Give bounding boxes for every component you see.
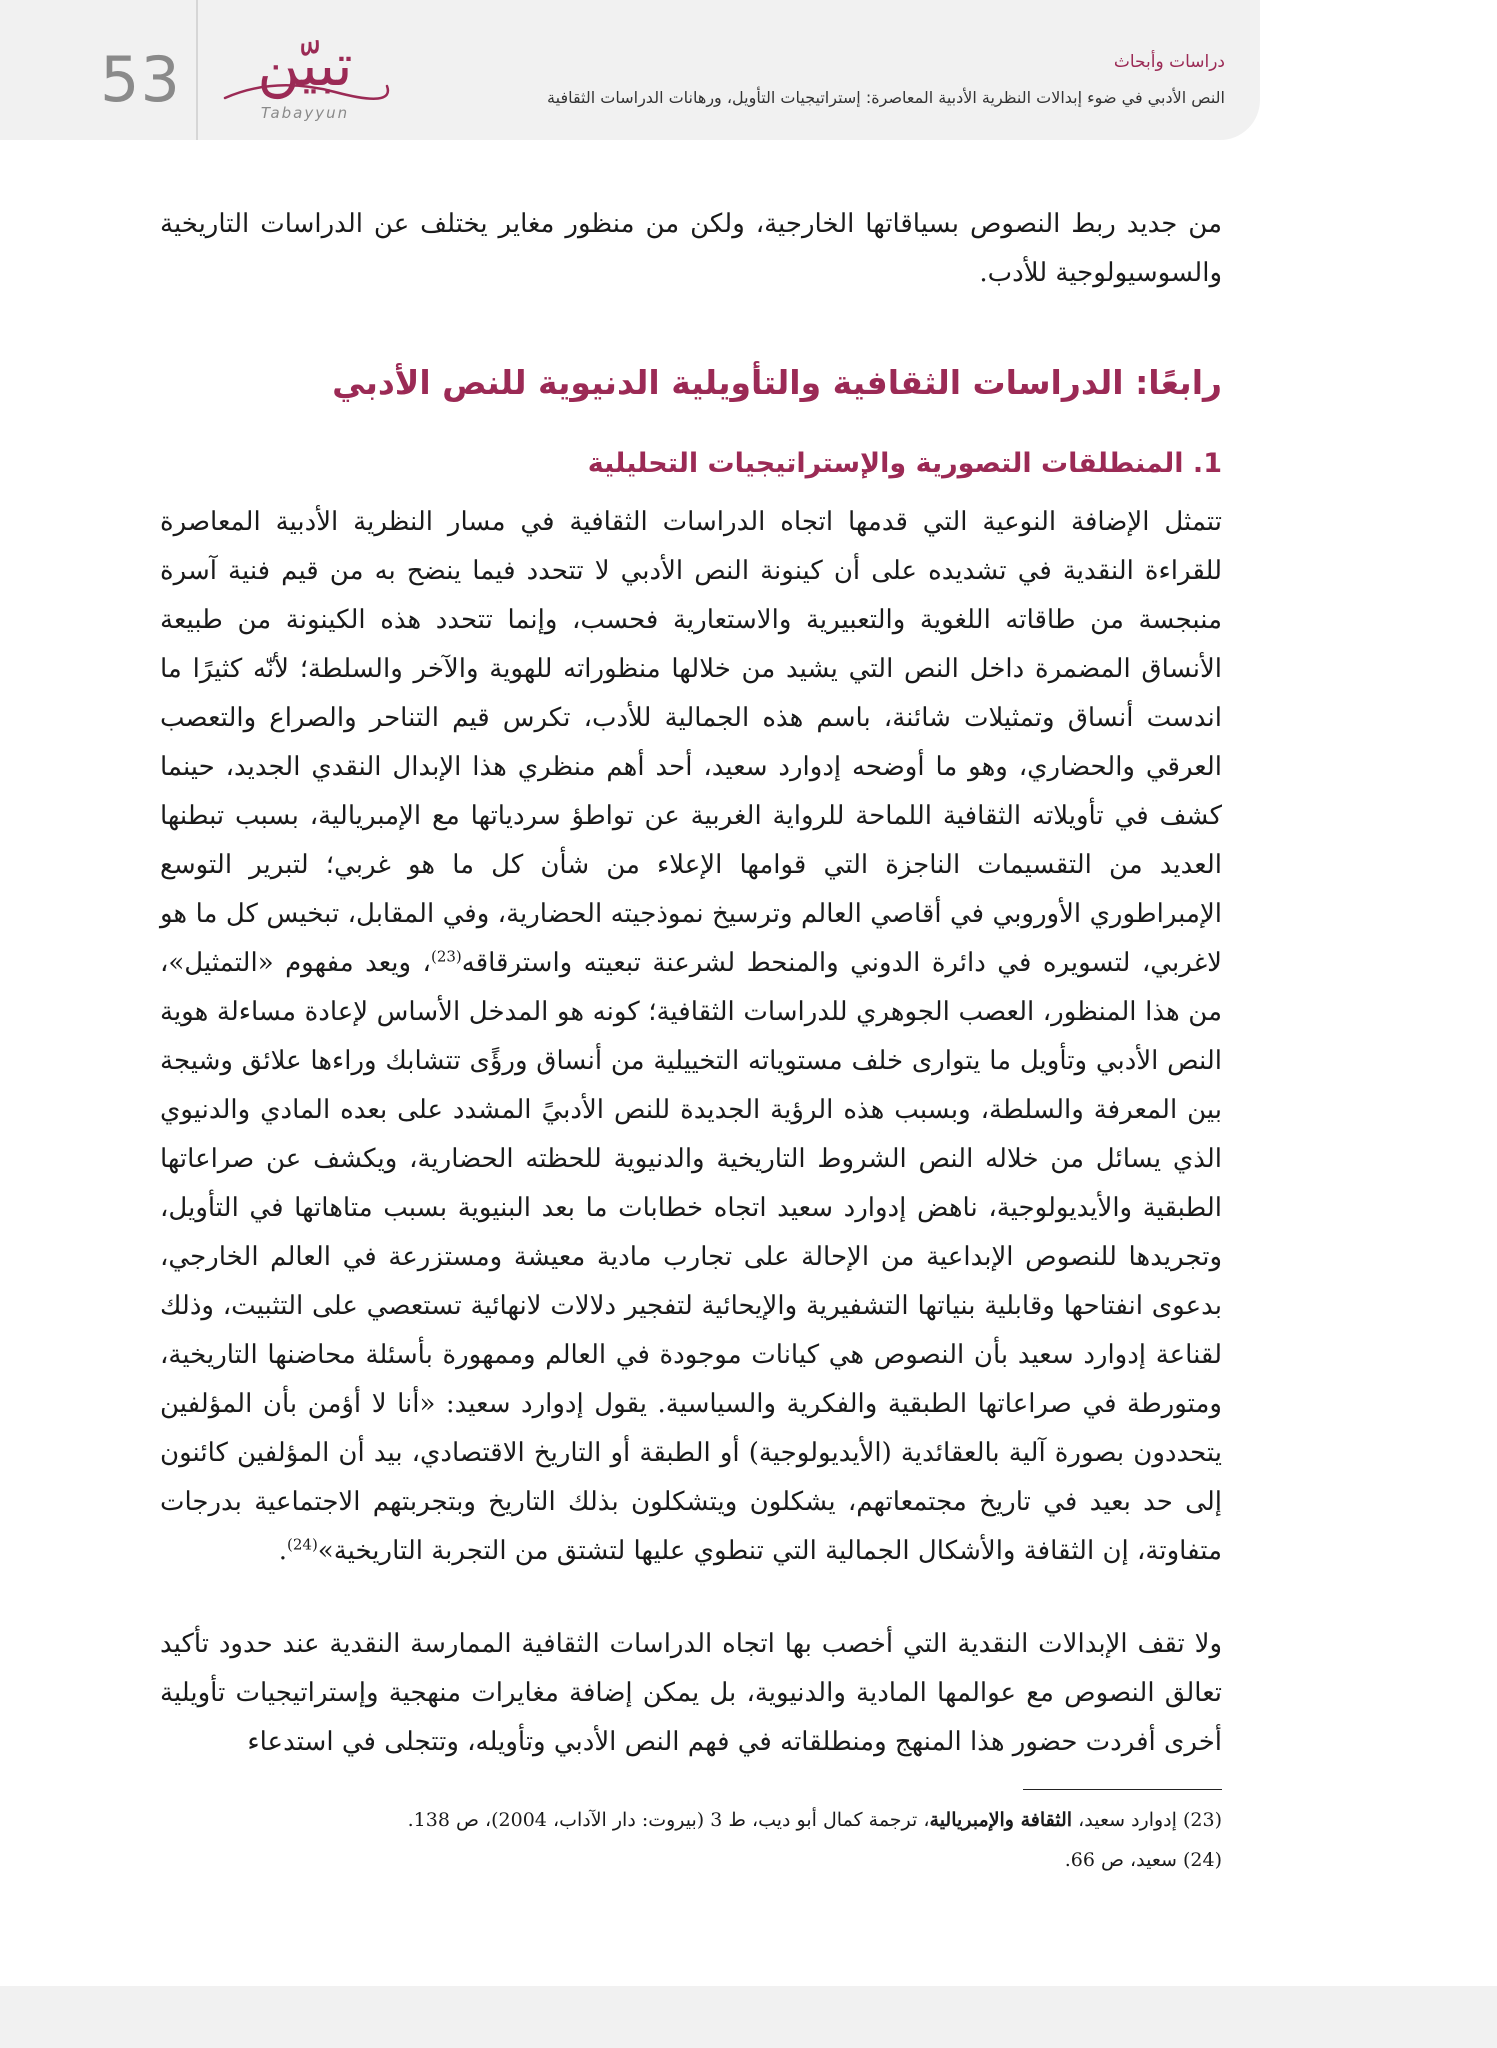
footnote-book-title: الثقافة والإمبريالية xyxy=(929,1809,1073,1831)
logo-latin-text: Tabayyun xyxy=(260,104,350,122)
footnote-24 xyxy=(160,1840,1222,1880)
main-paragraph-part2: ، ويعد مفهوم «التمثيل»، من هذا المنظور، العصب الجوهري للدراسات الثقافية؛ كونه هو المدخل الأساس لإعادة مساءلة هوية النص الأدبي وتأويل ما يتوارى خلف مستوياته التخييلية من أنساق ورؤًى تتشابك وراءها علائق وشيجة بين المعرفة والسلطة، وبسبب هذه الرؤية الجديدة للنص الأدبيً المشدد على بعده المادي والدنيوي الذي يسائل من خلاله النص الشروط التاريخية والدنيوية للحظته الحضارية، ويكشف عن صراعاتها الطبقية والأيديولوجية، ناهض إدوارد سعيد اتجاه خطابات ما بعد البنيوية بسبب متاهاتها في التأويل، وتجريدها للنصوص الإبداعية من الإحالة على تجارب مادية معيشة ومستزرعة في العالم الخارجي، بدعوى انفتاحها وقابلية بنياتها التشفيرية والإيحائية لتفجير دلالات لانهائية تستعصي على التثبيت، وذلك لقناعة إدوارد سعيد بأن النصوص هي كيانات موجودة في العالم وممهورة بأسئلة محاضنها التاريخية، ومتورطة في صراعاتها الطبقية والفكرية والسياسية. يقول إدوارد سعيد: «أنا لا أؤمن بأن المؤلفين يتحددون بصورة آلية بالعقائدية (الأيديولوجية) أو الطبقة أو التاريخ الاقتصادي، بيد أن المؤلفين كائنون إلى حد بعيد في تاريخ مجتمعاتهم، يشكلون ويتشكلون بذلك التاريخ وبتجربتهم الاجتماعية بدرجات متفاوتة، إن الثقافة والأشكال الجمالية التي تنطوي عليها لتشتق من التجربة التاريخية» xyxy=(160,948,1223,1566)
subheading: 1. المنطلقات التصورية والإستراتيجيات التحليلية xyxy=(587,448,1222,479)
main-paragraph xyxy=(160,498,1222,1576)
footnotes xyxy=(160,1800,1222,1880)
footer-band xyxy=(0,1986,1497,2048)
footnote-details: ، ترجمة كمال أبو ديب، ط 3 (بيروت: دار الآداب، 2004)، ص 138. xyxy=(407,1809,930,1831)
footnote-ref-24[interactable]: (24) xyxy=(286,1535,318,1554)
footnote-rule xyxy=(1023,1789,1222,1790)
header-divider xyxy=(196,0,198,140)
main-paragraph-part1: تتمثل الإضافة النوعية التي قدمها اتجاه الدراسات الثقافية في مسار النظرية الأدبية المعاصرة للقراءة النقدية في تشديده على أن كينونة النص الأدبي لا تتحدد فيما ينضح به من قيم فنية آسرة منبجسة من طاقاته اللغوية والتعبيرية والاستعارية فحسب، وإنما تتحدد هذه الكينونة من طبيعة الأنساق المضمرة داخل النص التي يشيد من خلالها منظوراته للهوية والآخر والسلطة؛ لأنّه كثيرًا ما اندست أنساق وتمثيلات شائنة، باسم هذه الجمالية للأدب، تكرس قيم التناحر والصراع والتعصب العرقي والحضاري، وهو ما أوضحه إدوارد سعيد، أحد أهم منظري هذا الإبدال النقدي الجديد، حينما كشف في تأويلاته الثقافية اللماحة للرواية الغربية عن تواطؤ سردياتها مع الإمبريالية، بسبب تبطنها العديد من التقسيمات الناجزة التي قوامها الإعلاء من شأن كل ما هو غربي؛ لتبرير التوسع الإمبراطوري الأوروبي في أقاصي العالم وترسيخ نموذجيته الحضارية، وفي المقابل، تبخيس كل ما هو لاغربي، لتسويره في دائرة الدوني والمنحط لشرعنة تبعيته واسترقاقه xyxy=(160,507,1222,978)
section-label: دراسات وأبحاث xyxy=(1113,52,1225,72)
page-number: 53 xyxy=(100,43,181,116)
footnote-details: ص 66. xyxy=(1064,1849,1130,1871)
footnote-author: إدوارد سعيد، xyxy=(1078,1809,1177,1831)
logo-arabic-text: تبيّن xyxy=(257,31,353,99)
footnote-number: (24) xyxy=(1182,1849,1222,1871)
footnote-23 xyxy=(160,1800,1222,1840)
footnote-number: (23) xyxy=(1182,1809,1222,1831)
article-body xyxy=(160,200,1222,1767)
footnote-author: سعيد، xyxy=(1129,1849,1177,1871)
closing-paragraph: ولا تقف الإبدالات النقدية التي أخصب بها اتجاه الدراسات الثقافية الممارسة النقدية عند حدود تأكيد تعالق النصوص مع عوالمها المادية والدنيوية، بل يمكن إضافة مغايرات منهجية وإستراتيجيات تأويلية أخرى أفردت حضور هذا المنهج ومنطلقاته في فهم النص الأدبي وتأويله، وتتجلى في استدعاء xyxy=(160,1629,1222,1757)
footnote-ref-23[interactable]: (23) xyxy=(430,947,462,966)
main-paragraph-part3: . xyxy=(278,1536,287,1566)
running-title: النص الأدبي في ضوء إبدالات النظرية الأدبية المعاصرة: إستراتيجيات التأويل، ورهانات الدراسات الثقافية xyxy=(547,88,1225,107)
section-heading: رابعًا: الدراسات الثقافية والتأويلية الدنيوية للنص الأدبي xyxy=(332,363,1222,402)
intro-paragraph: من جديد ربط النصوص بسياقاتها الخارجية، ولكن من منظور مغاير يختلف عن الدراسات التاريخية والسوسيولوجية للأدب. xyxy=(160,209,1222,288)
